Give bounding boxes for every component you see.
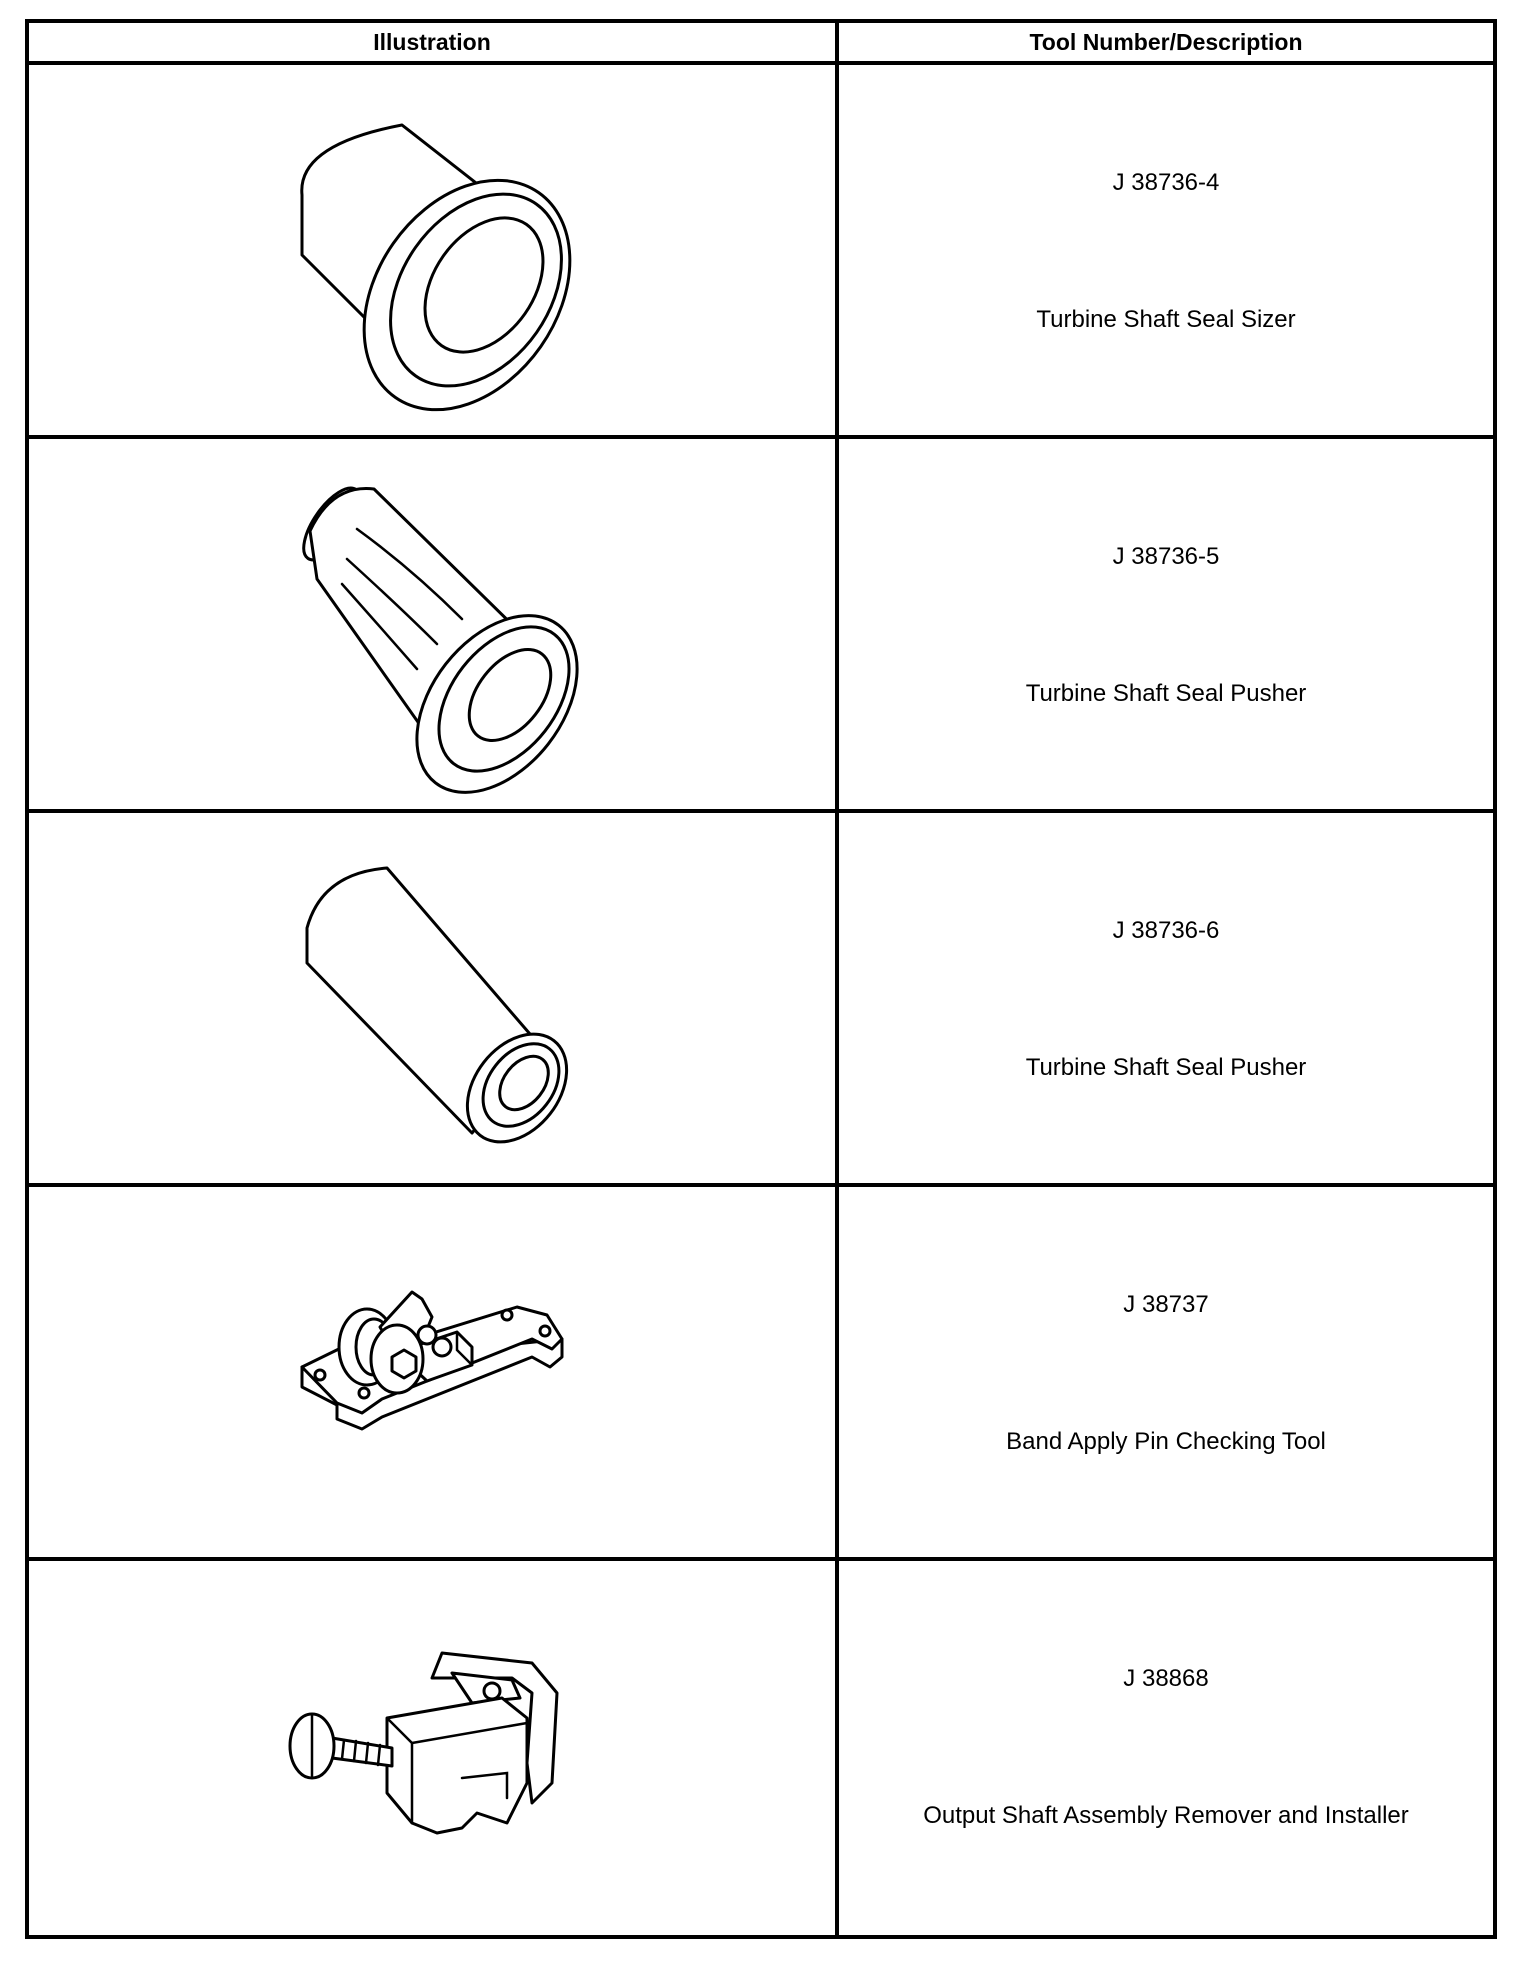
pin-checking-tool-icon [262,1207,602,1537]
illustration-cell [29,1187,839,1561]
illustration-cell [29,1561,839,1935]
tool-number: J 38737 [1123,1291,1209,1318]
description-cell [839,1187,1493,1561]
tool-description: Output Shaft Assembly Remover and Installer [923,1802,1409,1829]
tool-table [25,19,1497,1939]
illustration-cell [29,65,839,439]
tool-number: J 38868 [1123,1665,1209,1692]
seal-pusher-icon [262,833,602,1163]
illustration-cell [29,813,839,1187]
illustration-cell [29,439,839,813]
tool-description: Turbine Shaft Seal Pusher [1025,680,1307,707]
description-cell [839,813,1493,1187]
seal-pusher-slotted-icon [262,459,602,789]
header-tool-number-description: Tool Number/Description [839,23,1493,65]
tool-number: J 38736-4 [1112,169,1220,196]
shaft-remover-installer-icon [262,1583,602,1913]
tool-description: Band Apply Pin Checking Tool [1006,1428,1326,1455]
header-illustration: Illustration [29,23,839,65]
tool-description: Turbine Shaft Seal Pusher [1025,1054,1307,1081]
seal-sizer-icon [262,85,602,415]
tool-number: J 38736-5 [1112,543,1220,570]
tool-number: J 38736-6 [1112,917,1220,944]
tool-description: Turbine Shaft Seal Sizer [1036,306,1296,333]
description-cell [839,1561,1493,1935]
description-cell [839,439,1493,813]
description-cell [839,65,1493,439]
